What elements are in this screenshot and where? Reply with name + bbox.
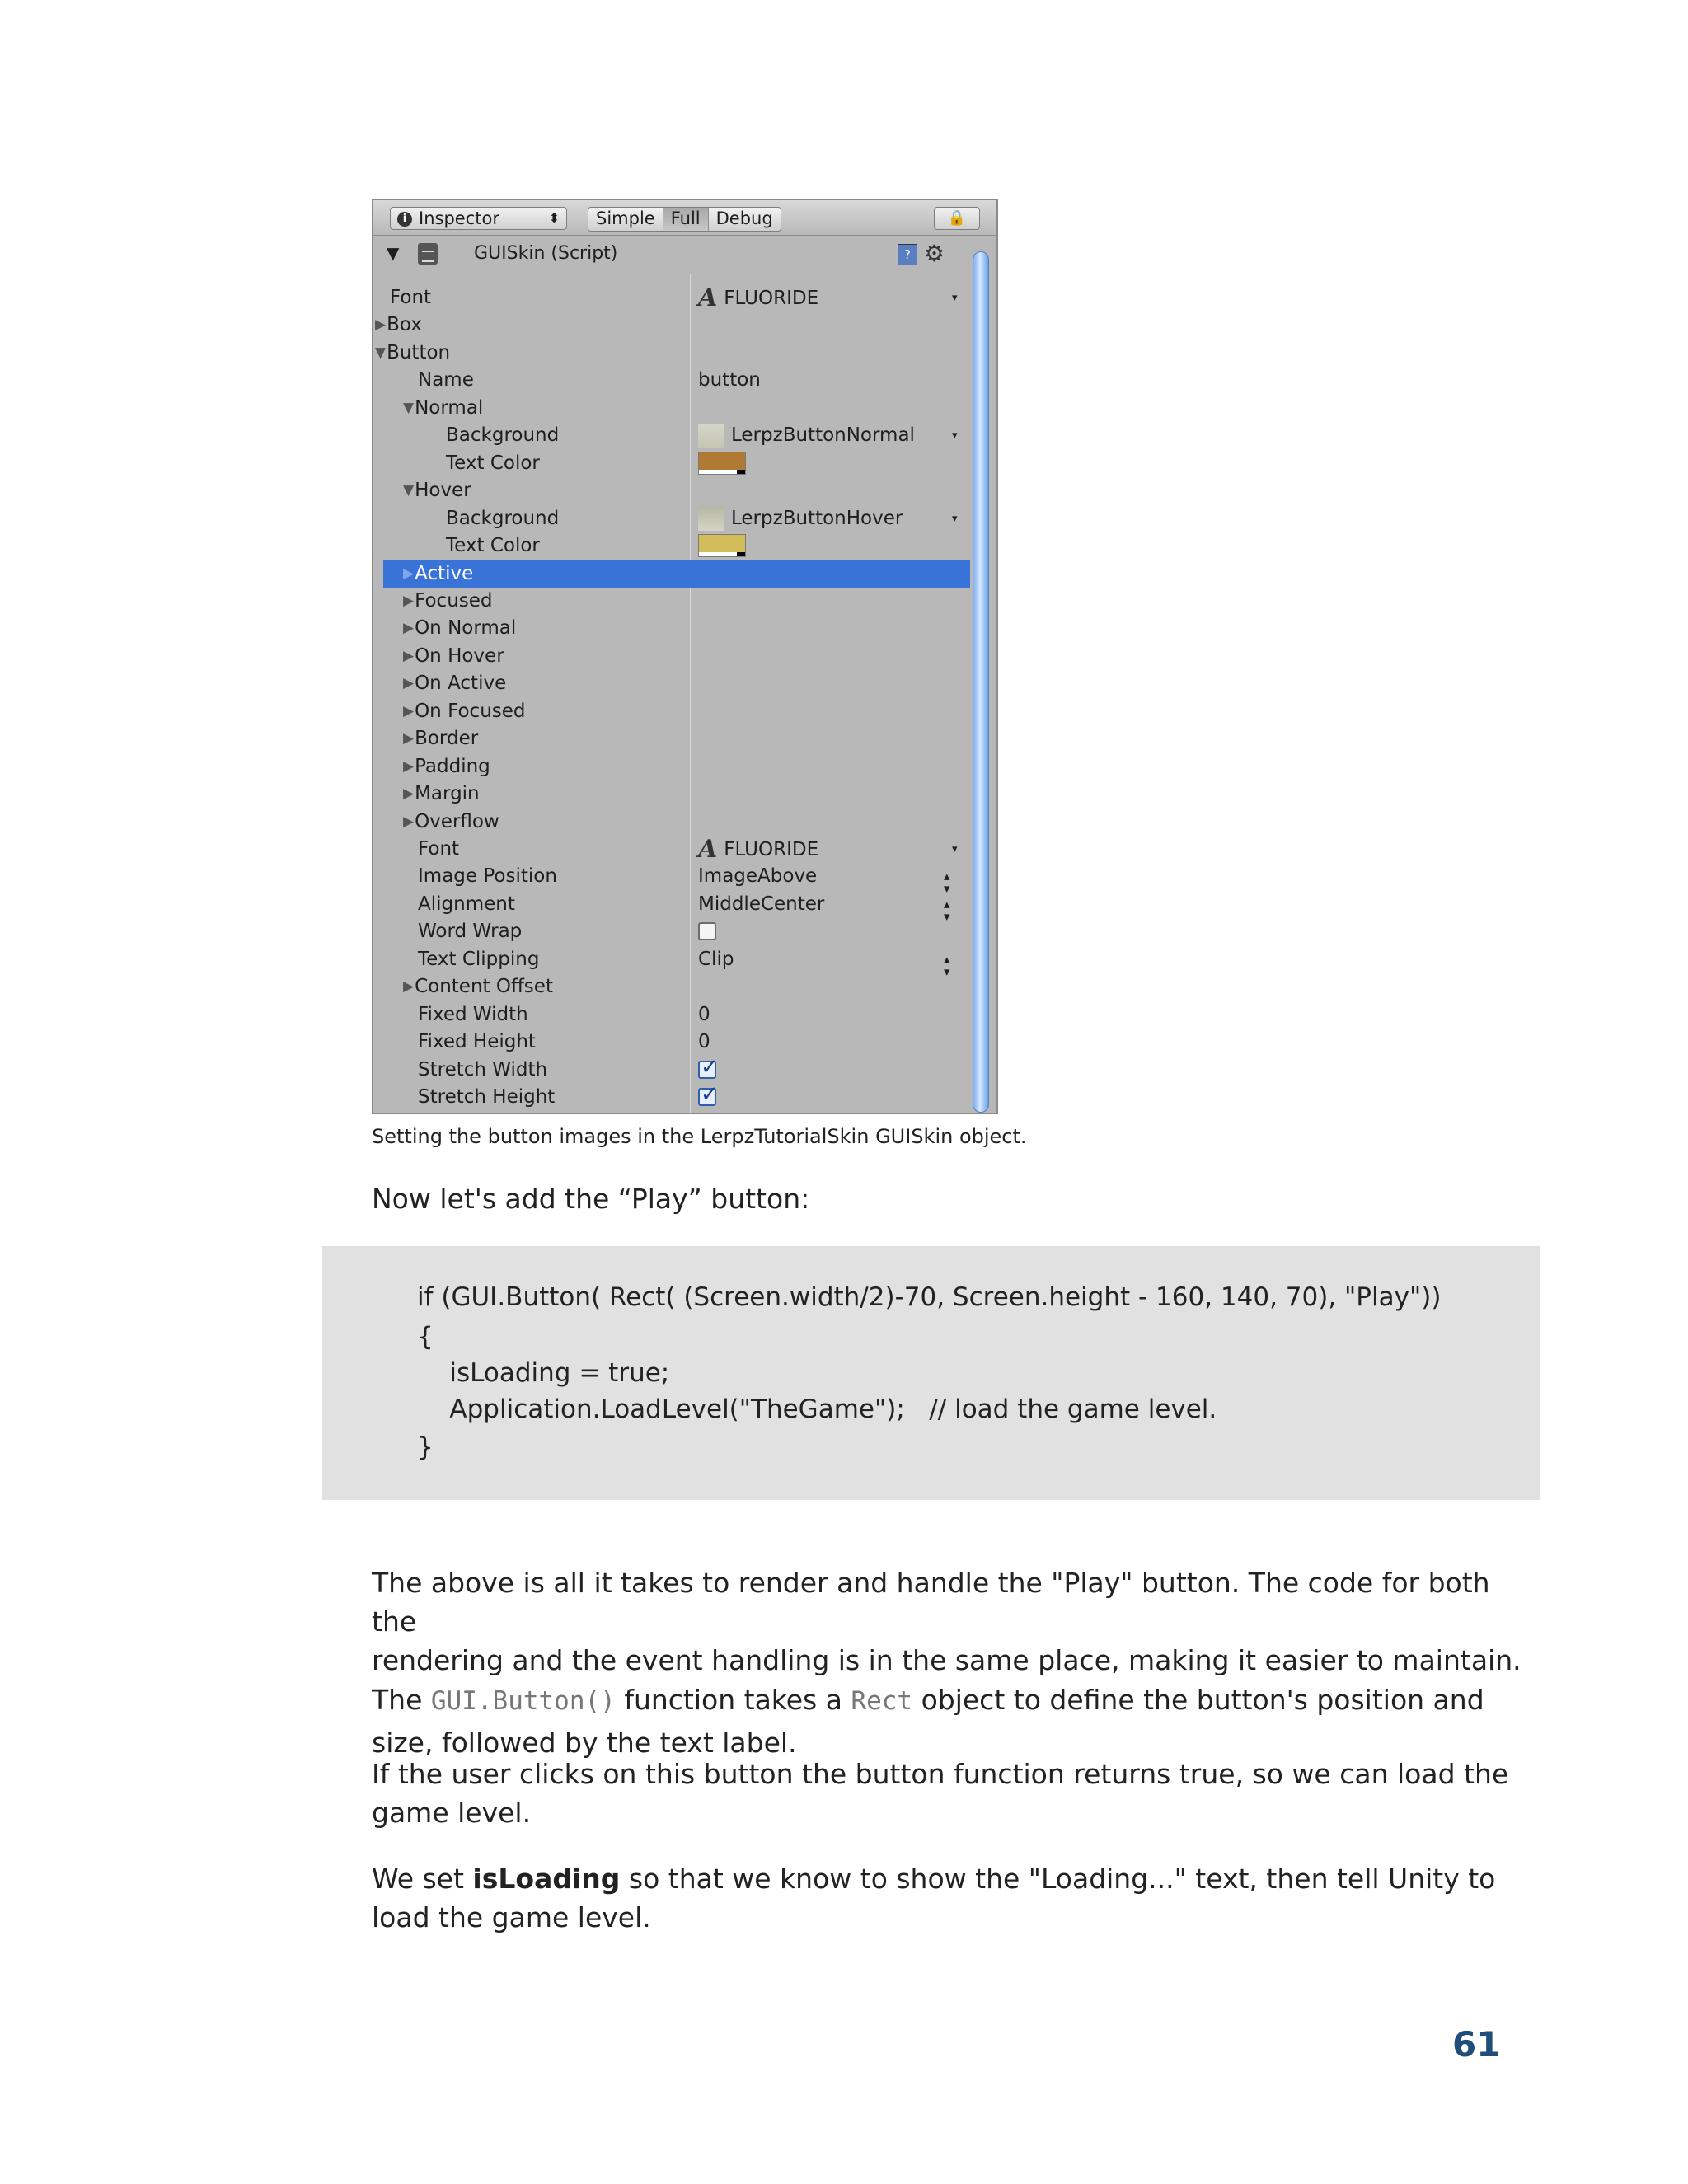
- property-row-text-color[interactable]: [383, 450, 970, 477]
- property-row-name[interactable]: [383, 367, 970, 394]
- property-row-font[interactable]: [383, 836, 970, 863]
- property-label-text: Button: [387, 341, 451, 363]
- inline-code: GUI.Button(): [430, 1686, 616, 1716]
- property-label: [403, 698, 526, 727]
- foldout-collapsed-icon[interactable]: ▶: [403, 702, 415, 719]
- foldout-expanded-icon[interactable]: ▼: [375, 344, 387, 361]
- paragraph-1: [372, 1563, 1542, 1765]
- property-label-text: Image Position: [418, 865, 557, 888]
- property-label: [390, 284, 431, 312]
- property-row-stretch-width[interactable]: [383, 1057, 970, 1084]
- code-line: if (GUI.Button( Rect( (Screen.width/2)-70, Screen.height - 160, 140, 70), "Play")): [417, 1282, 1442, 1312]
- updown-arrows-icon: ⬍: [548, 210, 560, 226]
- property-row-hover[interactable]: [383, 477, 970, 504]
- foldout-expanded-icon[interactable]: ▼: [403, 482, 415, 499]
- collapse-triangle-icon[interactable]: ▼: [387, 243, 400, 263]
- property-label-text: Fixed Height: [418, 1031, 536, 1053]
- property-value[interactable]: [698, 422, 915, 449]
- property-label-text: Text Color: [446, 535, 540, 557]
- inspector-toolbar: [373, 200, 996, 236]
- vertical-scrollbar[interactable]: [973, 251, 989, 1113]
- property-label: [403, 477, 471, 506]
- property-label-text: Content Offset: [415, 976, 553, 998]
- property-row-on-hover[interactable]: [383, 643, 970, 670]
- property-label: [418, 1029, 536, 1056]
- property-row-stretch-height[interactable]: [383, 1084, 970, 1111]
- property-label: [403, 753, 490, 782]
- checkbox-checked[interactable]: [698, 1061, 716, 1079]
- property-row-text-color[interactable]: [383, 532, 970, 560]
- property-label-text: Font: [418, 838, 460, 860]
- property-label: [418, 836, 459, 863]
- property-row-normal[interactable]: [383, 395, 970, 422]
- page-number: 61: [1452, 2024, 1501, 2064]
- property-label: [446, 422, 559, 449]
- property-row-text-clipping[interactable]: [383, 946, 970, 979]
- property-label-text: Alignment: [418, 893, 515, 915]
- property-value-text: MiddleCenter: [698, 893, 825, 915]
- alpha-bar: [699, 470, 745, 474]
- inline-code: Rect: [851, 1686, 913, 1716]
- foldout-collapsed-icon[interactable]: ▶: [403, 592, 415, 609]
- property-label-text: Overflow: [415, 810, 499, 832]
- property-label: [418, 891, 515, 918]
- script-icon: [418, 243, 438, 265]
- property-label: [446, 505, 559, 532]
- code-line: Application.LoadLevel("TheGame"); // load the game level.: [417, 1394, 1217, 1424]
- property-value-text: LerpzButtonHover: [731, 507, 903, 529]
- color-swatch[interactable]: [698, 534, 746, 557]
- property-value[interactable]: [698, 505, 903, 532]
- foldout-collapsed-icon[interactable]: ▶: [403, 565, 415, 582]
- property-value-text: 0: [698, 1003, 710, 1025]
- foldout-collapsed-icon[interactable]: ▶: [403, 757, 415, 775]
- texture-thumbnail: [698, 506, 724, 531]
- component-header: [373, 237, 996, 273]
- property-row-overflow[interactable]: [383, 808, 970, 836]
- popup-arrows-icon[interactable]: ▴ ▾: [944, 951, 950, 979]
- info-icon: i: [397, 212, 412, 227]
- alpha-bar: [699, 552, 745, 556]
- property-label-text: Font: [390, 287, 432, 308]
- property-row-alignment[interactable]: [383, 891, 970, 924]
- property-value-text: 0: [698, 1031, 710, 1053]
- code-line: isLoading = true;: [417, 1358, 670, 1388]
- property-label: [418, 1001, 528, 1029]
- property-label-text: Stretch Height: [418, 1086, 556, 1108]
- property-label: [403, 670, 506, 699]
- mode-full-button[interactable]: Full: [663, 208, 709, 231]
- inspector-dropdown-label: Inspector: [419, 209, 499, 228]
- bold-term: isLoading: [472, 1863, 621, 1895]
- paragraph-line: load the game level.: [372, 1901, 651, 1933]
- property-label-text: Focused: [415, 589, 493, 612]
- property-label: [403, 615, 516, 644]
- property-label: [418, 1057, 547, 1084]
- property-row-box[interactable]: [375, 312, 970, 339]
- inspector-panel: [372, 199, 998, 1114]
- foldout-collapsed-icon[interactable]: ▶: [403, 785, 415, 803]
- property-label-text: Text Color: [446, 452, 540, 474]
- property-row-button[interactable]: [375, 340, 970, 367]
- lock-icon: 🔒: [947, 209, 967, 227]
- property-label-text: On Active: [415, 673, 507, 695]
- property-row-word-wrap[interactable]: [383, 918, 970, 945]
- code-block: [322, 1246, 1540, 1500]
- property-label-text: Background: [446, 424, 560, 447]
- texture-thumbnail: [698, 424, 724, 448]
- property-row-on-focused[interactable]: [383, 698, 970, 725]
- property-label-text: Border: [415, 728, 479, 750]
- foldout-collapsed-icon[interactable]: ▶: [403, 647, 415, 664]
- property-label-text: Background: [446, 507, 560, 529]
- property-label: [403, 560, 473, 589]
- property-value-text: FLUORIDE: [724, 288, 819, 309]
- property-label-text: Text Clipping: [418, 948, 540, 970]
- property-value[interactable]: [698, 863, 817, 890]
- property-label: [418, 918, 522, 945]
- foldout-collapsed-icon[interactable]: ▶: [403, 813, 415, 830]
- property-row-content-offset[interactable]: [383, 973, 970, 1001]
- text-span: The: [372, 1684, 431, 1716]
- text-span: so that we know to show the "Loading..." text, then tell Unity to: [620, 1863, 1496, 1895]
- property-label-text: Hover: [415, 480, 471, 502]
- property-label: [375, 312, 422, 340]
- property-value-text: ImageAbove: [698, 865, 818, 888]
- popup-arrows-icon[interactable]: ▴ ▾: [944, 896, 950, 924]
- paragraph-2: [372, 1755, 1542, 1832]
- inspector-tab-dropdown[interactable]: [390, 207, 567, 230]
- property-row-image-position[interactable]: [383, 863, 970, 897]
- property-label-text: Active: [415, 562, 474, 584]
- property-label-text: On Focused: [415, 700, 526, 722]
- property-value-text: button: [698, 369, 761, 391]
- property-value[interactable]: [698, 367, 761, 394]
- property-label: [418, 946, 539, 973]
- paragraph-line: size, followed by the text label.: [372, 1727, 797, 1759]
- dropdown-arrow-icon[interactable]: ▾: [952, 292, 958, 304]
- property-label: [403, 780, 480, 809]
- foldout-expanded-icon[interactable]: ▼: [403, 399, 415, 416]
- property-label-text: Stretch Width: [418, 1058, 548, 1080]
- dropdown-arrow-icon[interactable]: ▾: [952, 429, 958, 443]
- property-label: [418, 367, 474, 394]
- property-label-text: Margin: [415, 783, 480, 805]
- property-label: [403, 643, 504, 672]
- property-value[interactable]: [698, 284, 818, 312]
- gear-icon[interactable]: ⚙: [924, 240, 945, 267]
- code-line: {: [417, 1322, 434, 1352]
- text-span: function takes a: [615, 1684, 851, 1716]
- property-row-focused[interactable]: [383, 588, 970, 615]
- mode-simple-button[interactable]: Simple: [588, 208, 663, 231]
- paragraph-3: [372, 1859, 1542, 1937]
- property-row-background[interactable]: [383, 505, 970, 532]
- property-value[interactable]: [698, 836, 818, 864]
- foldout-collapsed-icon[interactable]: ▶: [403, 620, 415, 637]
- property-label: [446, 532, 540, 560]
- property-row-on-normal[interactable]: [383, 615, 970, 642]
- property-label: [403, 588, 493, 616]
- property-label-text: Word Wrap: [418, 921, 523, 943]
- paragraph-line: [372, 1680, 1542, 1722]
- property-label: [375, 340, 450, 368]
- foldout-collapsed-icon[interactable]: ▶: [403, 978, 415, 996]
- property-row-padding[interactable]: [383, 753, 970, 780]
- intro-text: Now let's add the “Play” button:: [372, 1183, 810, 1215]
- foldout-collapsed-icon[interactable]: ▶: [403, 730, 415, 748]
- foldout-collapsed-icon[interactable]: ▶: [375, 316, 387, 334]
- property-value[interactable]: [698, 1001, 710, 1029]
- property-label-text: On Hover: [415, 644, 504, 667]
- component-title: GUISkin (Script): [474, 243, 618, 264]
- paragraph-line: game level.: [372, 1797, 532, 1829]
- property-label-text: Padding: [415, 755, 490, 777]
- dropdown-arrow-icon[interactable]: ▾: [952, 843, 958, 855]
- property-label: [403, 395, 483, 424]
- text-span: object to define the button's position and: [912, 1684, 1484, 1716]
- paragraph-line: The above is all it takes to render and handle the "Play" button. The code for both the: [372, 1567, 1490, 1638]
- property-value-text: LerpzButtonNormal: [731, 424, 915, 447]
- mode-debug-button[interactable]: Debug: [709, 208, 781, 231]
- paragraph-line: If the user clicks on this button the button function returns true, so we can load the: [372, 1758, 1509, 1790]
- text-span: We set: [372, 1863, 473, 1895]
- property-row-font[interactable]: [383, 284, 970, 312]
- property-label: [403, 973, 553, 1002]
- property-row-fixed-width[interactable]: [383, 1001, 970, 1029]
- checkbox-unchecked[interactable]: [698, 922, 716, 940]
- lock-button[interactable]: [934, 207, 980, 230]
- property-label: [403, 808, 499, 837]
- foldout-collapsed-icon[interactable]: ▶: [403, 675, 415, 692]
- checkbox-checked[interactable]: [698, 1088, 716, 1106]
- property-value[interactable]: [698, 891, 824, 918]
- dropdown-arrow-icon[interactable]: ▾: [952, 512, 958, 525]
- property-row-margin[interactable]: [383, 780, 970, 808]
- property-label: [403, 725, 478, 754]
- popup-arrows-icon[interactable]: ▴ ▾: [944, 869, 950, 897]
- figure-caption: Setting the button images in the LerpzTutorialSkin GUISkin object.: [372, 1125, 1027, 1148]
- inspector-mode-segmented: [588, 207, 781, 232]
- property-row-active[interactable]: [383, 560, 970, 588]
- property-label-text: On Normal: [415, 617, 517, 640]
- property-label-text: Fixed Width: [418, 1003, 528, 1025]
- property-row-background[interactable]: [383, 422, 970, 449]
- paragraph-line: [372, 1859, 1542, 1898]
- property-value[interactable]: [698, 946, 734, 973]
- property-label-text: Name: [418, 369, 474, 391]
- color-swatch[interactable]: [698, 452, 746, 475]
- font-icon: A: [698, 835, 718, 864]
- property-value[interactable]: [698, 1029, 710, 1056]
- code-line: }: [417, 1432, 434, 1462]
- property-value-text: FLUORIDE: [724, 839, 819, 860]
- font-icon: A: [698, 284, 718, 312]
- property-row-border[interactable]: [383, 725, 970, 752]
- property-label: [446, 450, 540, 477]
- property-label-text: Normal: [415, 396, 484, 419]
- property-label-text: Box: [387, 314, 422, 336]
- help-icon[interactable]: ?: [898, 244, 917, 265]
- property-row-on-active[interactable]: [383, 670, 970, 697]
- property-label: [418, 863, 557, 890]
- property-label: [418, 1084, 555, 1111]
- paragraph-line: rendering and the event handling is in the same place, making it easier to maintain.: [372, 1644, 1522, 1676]
- property-row-fixed-height[interactable]: [383, 1029, 970, 1056]
- property-value-text: Clip: [698, 948, 734, 970]
